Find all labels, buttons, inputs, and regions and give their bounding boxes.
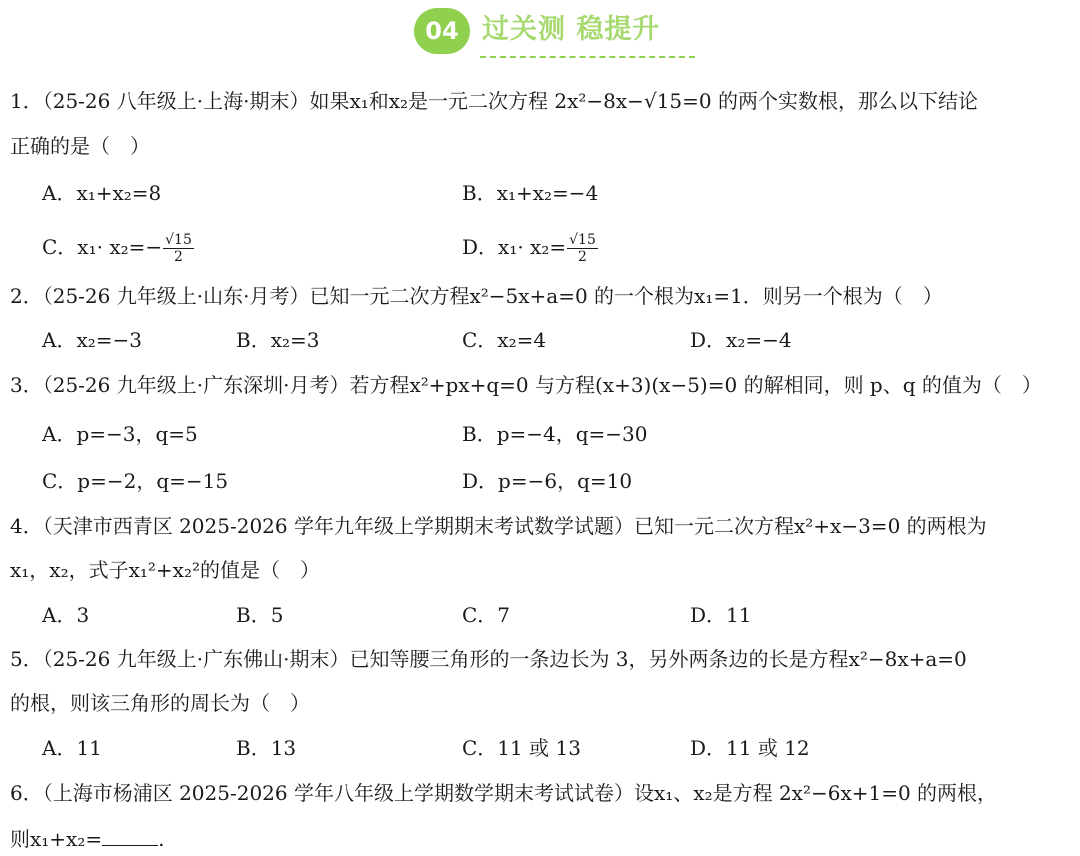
q6-line-2-tail: . — [158, 827, 165, 851]
title-underline — [480, 56, 695, 58]
q4-line-1: 4．（天津市西青区 2025-2026 学年九年级上学期期末考试数学试题）已知一元二次方程x²+x−3=0 的两根为 — [10, 514, 987, 538]
q3-option-b: B．p=−4，q=−30 — [462, 422, 648, 446]
q2-option-b: B．x₂=3 — [236, 328, 320, 352]
q3-line-1: 3．（25-26 九年级上·广东深圳·月考）若方程x²+px+q=0 与方程(x+3)(x−5)=0 的解相同，则 p、q 的值为（ ） — [10, 373, 1042, 397]
q4-option-a: A．3 — [42, 603, 90, 627]
q4-option-c: C．7 — [462, 603, 511, 627]
q1-line-2: 正确的是（ ） — [10, 134, 150, 158]
q2-option-a: A．x₂=−3 — [42, 328, 142, 352]
q6-line-2-text: 则x₁+x₂= — [10, 827, 103, 851]
q5-line-1: 5．（25-26 九年级上·广东佛山·期末）已知等腰三角形的一条边长为 3，另外两条边的长是方程x²−8x+a=0 — [10, 647, 967, 671]
q1-option-b: B．x₁+x₂=−4 — [462, 181, 599, 205]
fraction-numerator: √15 — [569, 232, 596, 248]
q1-option-c-fraction — [163, 232, 194, 265]
q3-option-c: C．p=−2，q=−15 — [42, 469, 229, 493]
q1-option-a: A．x₁+x₂=8 — [42, 181, 162, 205]
q2-option-d: D．x₂=−4 — [690, 328, 792, 352]
q3-option-d: D．p=−6，q=10 — [462, 469, 633, 493]
q6-line-2 — [10, 826, 164, 852]
q4-option-b: B．5 — [236, 603, 284, 627]
q5-line-2: 的根，则该三角形的周长为（ ） — [10, 691, 310, 715]
q5-option-c: C．11 或 13 — [462, 736, 581, 760]
q1-option-d-text: D．x₁· x₂= — [462, 235, 567, 259]
q5-option-d: D．11 或 12 — [690, 736, 810, 760]
fraction-denominator: 2 — [174, 249, 183, 265]
q2-line-1: 2．（25-26 九年级上·山东·月考）已知一元二次方程x²−5x+a=0 的一个根为x₁=1．则另一个根为（ ） — [10, 284, 943, 308]
fraction-denominator: 2 — [578, 249, 587, 265]
section-title: 过关测 稳提升 — [482, 14, 661, 45]
fraction-numerator: √15 — [165, 232, 192, 248]
q5-option-a: A．11 — [42, 736, 102, 760]
q4-line-2: x₁，x₂，式子x₁²+x₂²的值是（ ） — [10, 558, 320, 582]
answer-blank — [102, 827, 158, 846]
q1-option-c-text: C．x₁· x₂=− — [42, 235, 163, 259]
q4-option-d: D．11 — [690, 603, 752, 627]
q1-option-d-fraction — [567, 232, 598, 265]
q6-line-1: 6．（上海市杨浦区 2025-2026 学年八年级上学期数学期末考试试卷）设x₁、x₂是方程 2x²−6x+1=0 的两根， — [10, 781, 998, 805]
q1-line-1: 1．（25-26 八年级上·上海·期末）如果x₁和x₂是一元二次方程 2x²−8x−√15=0 的两个实数根，那么以下结论 — [10, 89, 978, 113]
q1-option-c — [42, 232, 194, 265]
q3-option-a: A．p=−3，q=5 — [42, 422, 198, 446]
section-number-badge: 04 — [414, 8, 470, 54]
q1-option-d — [462, 232, 598, 265]
section-header — [0, 0, 1080, 64]
q5-option-b: B．13 — [236, 736, 297, 760]
q2-option-c: C．x₂=4 — [462, 328, 547, 352]
